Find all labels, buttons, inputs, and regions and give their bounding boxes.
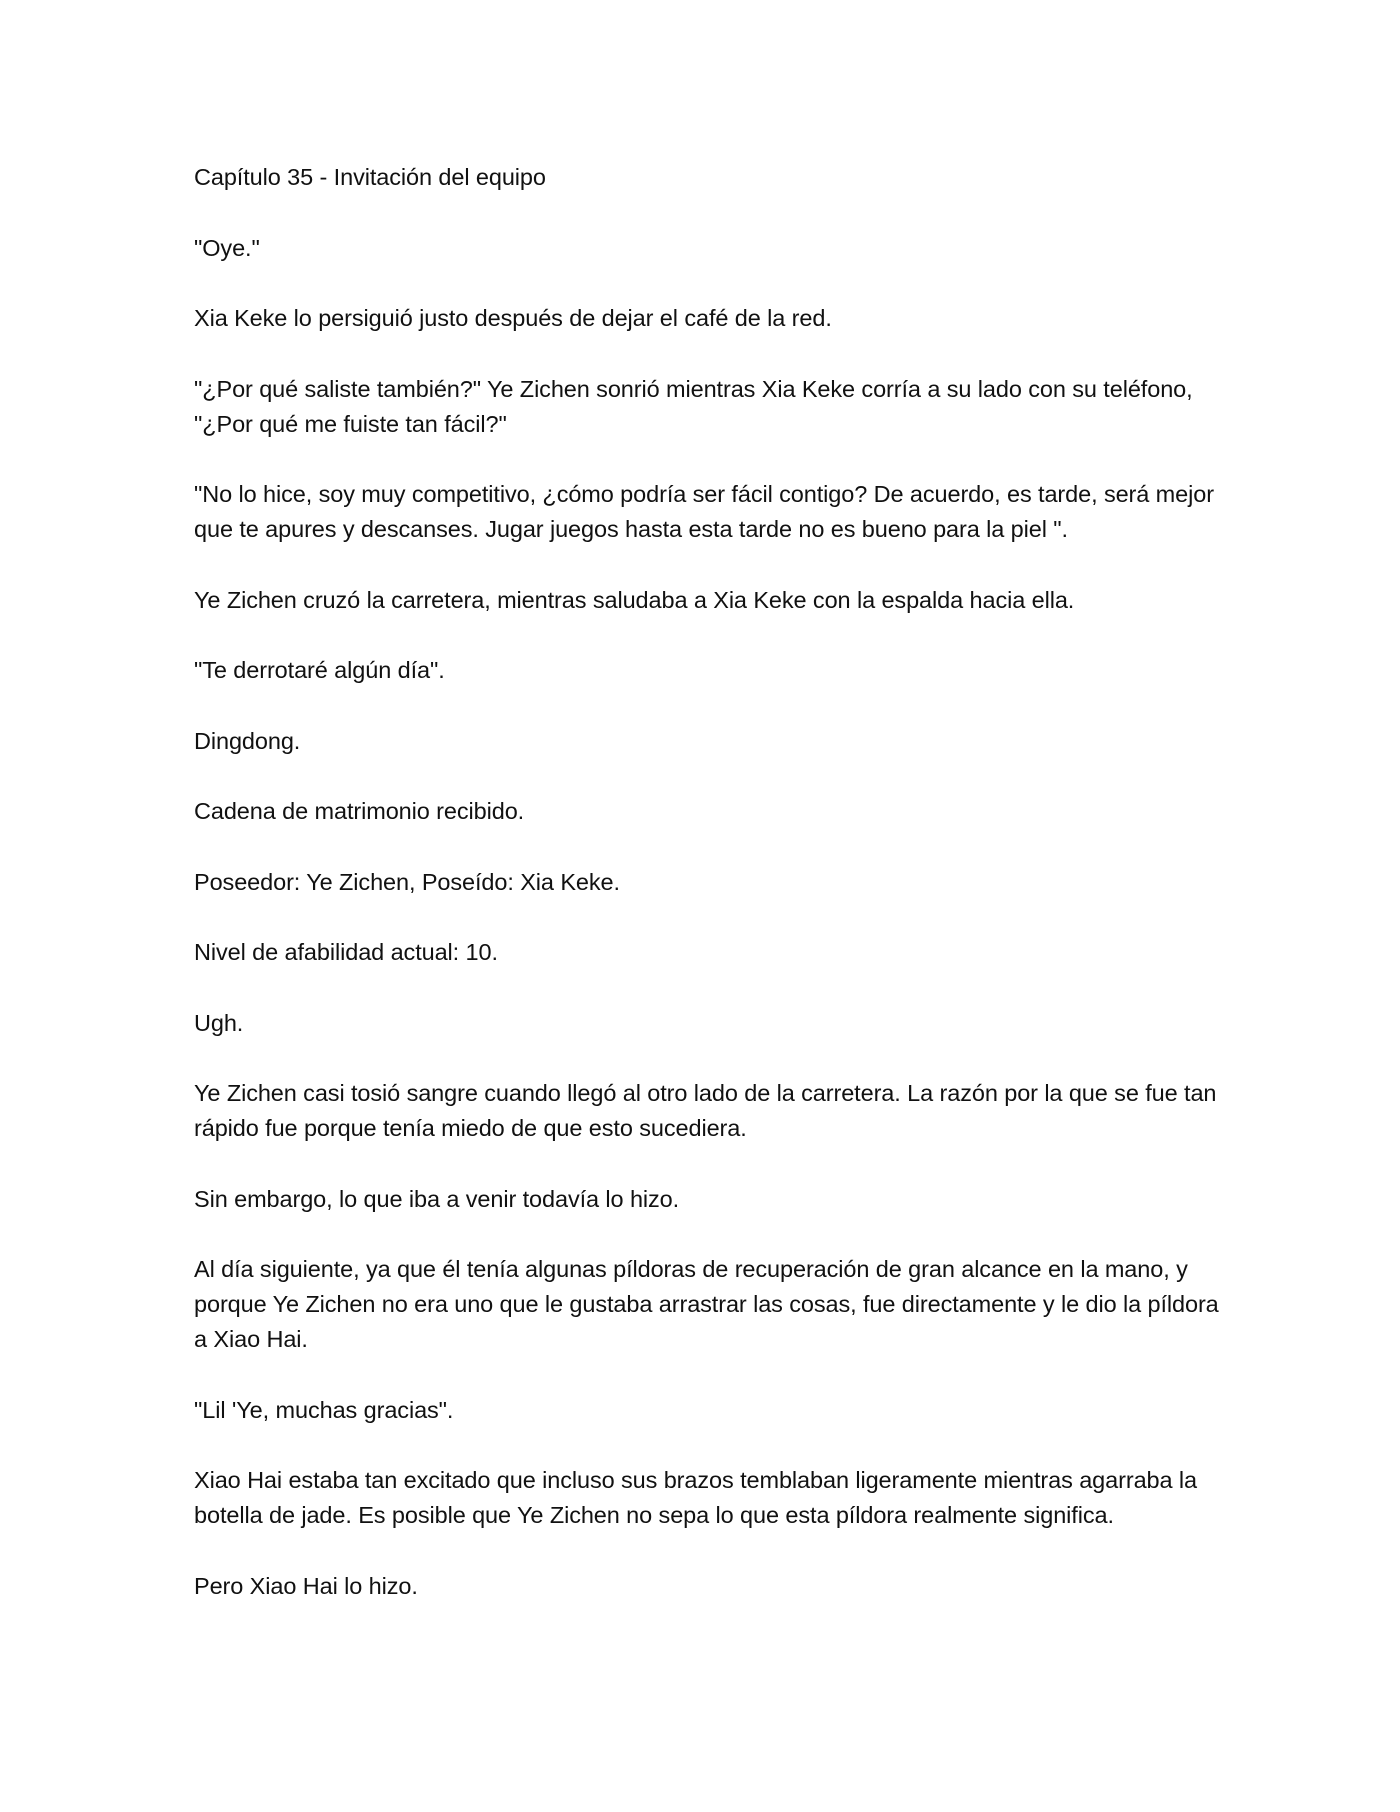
paragraph: Poseedor: Ye Zichen, Poseído: Xia Keke. — [194, 868, 620, 895]
paragraph: "Te derrotaré algún día". — [194, 657, 445, 683]
chapter-title: Capítulo 35 - Invitación del equipo — [194, 164, 546, 190]
paragraph: Xiao Hai estaba tan excitado que incluso sus brazos temblaban ligeramente mientras agarraba la botella de jade. Es posible que Ye Zichen no sepa lo que esta píldora realmente significa. — [194, 1467, 1197, 1528]
paragraph: Al día siguiente, ya que él tenía algunas píldoras de recuperación de gran alcance en la mano, y porque Ye Zichen no era uno que le gustaba arrastrar las cosas, fue directamente y le dio la píldora a Xiao Hai. — [194, 1256, 1219, 1352]
paragraph: Cadena de matrimonio recibido. — [194, 798, 525, 824]
paragraph: Dingdong. — [194, 727, 301, 754]
paragraph: Ugh. — [194, 1009, 244, 1036]
paragraph: "Oye." — [194, 234, 260, 261]
paragraph: Ye Zichen casi tosió sangre cuando llegó al otro lado de la carretera. La razón por la que se fue tan rápido fue porque tenía miedo de que esto sucediera. — [194, 1080, 1217, 1141]
paragraph: Pero Xiao Hai lo hizo. — [194, 1572, 418, 1599]
document-body — [194, 160, 1234, 1639]
paragraph: Nivel de afabilidad actual: 10. — [194, 939, 498, 965]
paragraph: Sin embargo, lo que iba a venir todavía lo hizo. — [194, 1185, 680, 1212]
paragraph: "No lo hice, soy muy competitivo, ¿cómo podría ser fácil contigo? De acuerdo, es tarde, será mejor que te apures y descanses. Jugar juegos hasta esta tarde no es bueno para la piel ". — [194, 481, 1214, 542]
paragraph: "Lil 'Ye, muchas gracias". — [194, 1396, 454, 1423]
paragraph: Ye Zichen cruzó la carretera, mientras saludaba a Xia Keke con la espalda hacia ella. — [194, 586, 1075, 613]
paragraph: "¿Por qué saliste también?" Ye Zichen sonrió mientras Xia Keke corría a su lado con su teléfono, "¿Por qué me fuiste tan fácil?" — [194, 375, 1193, 437]
paragraph: Xia Keke lo persiguió justo después de dejar el café de la red. — [194, 305, 832, 331]
